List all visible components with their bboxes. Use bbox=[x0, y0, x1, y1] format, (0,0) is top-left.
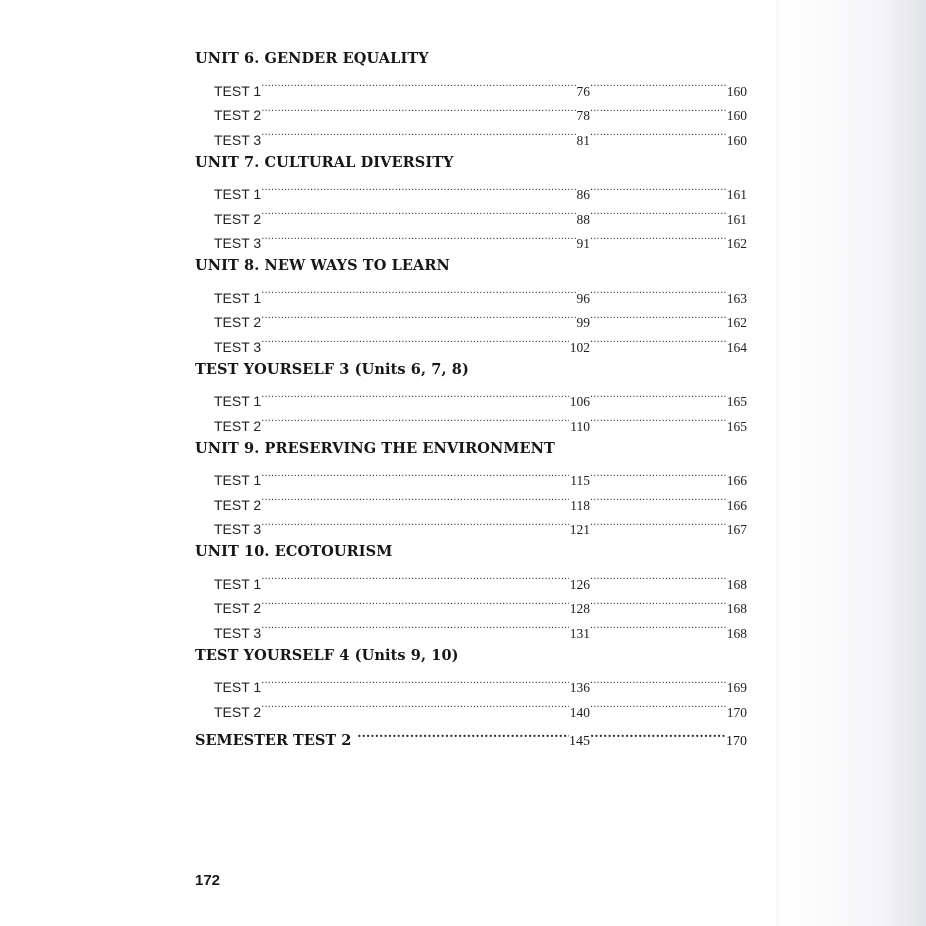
leader-dots bbox=[590, 120, 726, 145]
entry-page-2: 164 bbox=[726, 339, 747, 355]
entry-page-1: 81 bbox=[576, 132, 590, 148]
entry-page-2: 162 bbox=[726, 236, 747, 251]
toc-entry bbox=[195, 485, 747, 513]
entry-page-1: 128 bbox=[569, 601, 590, 616]
entry-label: TEST 3 bbox=[214, 624, 262, 641]
entry-label: TEST 2 bbox=[214, 496, 262, 513]
entry-label: TEST 2 bbox=[214, 210, 262, 227]
toc-entry bbox=[195, 382, 747, 407]
toc-entry bbox=[195, 510, 747, 535]
entry-label: TEST 1 bbox=[214, 472, 262, 488]
leader-dots bbox=[261, 613, 569, 638]
leader-dots bbox=[261, 668, 569, 693]
entry-page-2: 165 bbox=[726, 418, 747, 434]
entry-page-2: 160 bbox=[726, 108, 747, 123]
entry-label: TEST 2 bbox=[214, 417, 262, 434]
section-heading: UNIT 8. NEW WAYS TO LEARN bbox=[195, 257, 450, 274]
leader-dots bbox=[590, 382, 726, 407]
toc-entry bbox=[195, 406, 747, 434]
entry-label: TEST 2 bbox=[214, 314, 262, 330]
toc-entry bbox=[195, 461, 747, 486]
entry-page-1: 99 bbox=[576, 315, 590, 330]
leader-dots bbox=[261, 485, 569, 510]
entry-page-2: 160 bbox=[726, 83, 747, 99]
leader-dots bbox=[590, 327, 726, 352]
entry-page-1: 106 bbox=[569, 394, 590, 409]
toc-entry bbox=[195, 692, 747, 720]
entry-label: TEST 2 bbox=[214, 600, 262, 616]
toc-entry bbox=[195, 564, 747, 592]
section-heading: UNIT 6. GENDER EQUALITY bbox=[195, 50, 429, 67]
entry-label: TEST 3 bbox=[214, 338, 262, 355]
toc-entry bbox=[195, 71, 747, 99]
toc-entry bbox=[195, 613, 747, 641]
leader-dots bbox=[261, 71, 575, 96]
leader-dots bbox=[590, 721, 726, 746]
entry-page-1: 78 bbox=[576, 108, 590, 123]
leader-dots bbox=[261, 175, 575, 200]
toc-section bbox=[195, 352, 747, 434]
entry-label: TEST 3 bbox=[214, 131, 262, 148]
leader-dots bbox=[261, 327, 569, 352]
entry-label: TEST 1 bbox=[214, 186, 262, 202]
toc-section bbox=[195, 534, 747, 641]
leader-dots bbox=[261, 589, 569, 614]
entry-page-1: 118 bbox=[570, 497, 590, 513]
toc-entry bbox=[195, 589, 747, 614]
toc-section bbox=[195, 145, 747, 249]
toc-section bbox=[195, 248, 747, 355]
leader-dots bbox=[261, 510, 569, 535]
toc-entry bbox=[195, 96, 747, 121]
leader-dots bbox=[590, 71, 726, 96]
leader-dots bbox=[261, 564, 569, 589]
entry-page-2: 168 bbox=[726, 576, 747, 592]
entry-label: TEST 2 bbox=[214, 703, 262, 720]
toc-entry bbox=[195, 278, 747, 306]
leader-dots bbox=[261, 96, 575, 121]
leader-dots bbox=[261, 303, 575, 328]
entry-page-1: 140 bbox=[569, 704, 590, 720]
entry-page-2: 168 bbox=[726, 625, 747, 641]
entry-label: TEST 2 bbox=[214, 107, 262, 123]
leader-dots bbox=[261, 120, 575, 145]
leader-dots bbox=[590, 564, 726, 589]
entry-label: TEST 1 bbox=[214, 289, 262, 306]
entry-label: TEST 1 bbox=[214, 575, 262, 592]
toc-section bbox=[195, 46, 747, 148]
section-heading: UNIT 7. CULTURAL DIVERSITY bbox=[195, 153, 454, 171]
entry-page-2: 166 bbox=[726, 473, 747, 488]
entry-page-1: 96 bbox=[576, 290, 590, 306]
toc-entry bbox=[195, 175, 747, 200]
entry-page-2: 166 bbox=[726, 497, 747, 513]
entry-page-1: 121 bbox=[569, 522, 590, 537]
toc-entry bbox=[195, 224, 747, 249]
leader-dots bbox=[261, 382, 569, 407]
leader-dots bbox=[590, 613, 726, 638]
leader-dots bbox=[590, 224, 726, 249]
entry-page-2: 170 bbox=[726, 704, 747, 720]
entry-label: TEST 1 bbox=[214, 393, 262, 409]
entry-page-2: 163 bbox=[726, 290, 747, 306]
entry-page-2: 161 bbox=[726, 187, 747, 202]
leader-dots bbox=[590, 461, 726, 486]
leader-dots bbox=[590, 406, 726, 431]
entry-page-1: 102 bbox=[569, 339, 590, 355]
entry-label: TEST 3 bbox=[214, 521, 262, 537]
entry-page-1: 126 bbox=[569, 576, 590, 592]
entry-page-1: 88 bbox=[576, 211, 590, 227]
semester-page-2: 170 bbox=[726, 734, 747, 749]
leader-dots bbox=[261, 199, 575, 224]
entry-page-1: 86 bbox=[576, 187, 590, 202]
toc-entry bbox=[195, 120, 747, 148]
leader-dots bbox=[590, 589, 726, 614]
entry-page-2: 168 bbox=[726, 601, 747, 616]
table-of-contents bbox=[195, 46, 747, 747]
leader-dots bbox=[261, 461, 569, 486]
entry-label: TEST 1 bbox=[214, 82, 262, 99]
entry-page-2: 161 bbox=[726, 211, 747, 227]
entry-page-1: 136 bbox=[569, 680, 590, 695]
entry-page-2: 167 bbox=[726, 522, 747, 537]
entry-page-1: 76 bbox=[576, 83, 590, 99]
page-edge-shadow bbox=[776, 0, 778, 926]
leader-dots bbox=[590, 303, 726, 328]
toc-entry bbox=[195, 327, 747, 355]
toc-section bbox=[195, 431, 747, 535]
leader-dots bbox=[357, 721, 569, 746]
leader-dots bbox=[590, 692, 726, 717]
leader-dots bbox=[590, 199, 726, 224]
entry-page-1: 131 bbox=[569, 625, 590, 641]
entry-page-2: 160 bbox=[726, 132, 747, 148]
entry-page-1: 91 bbox=[576, 236, 590, 251]
toc-entry bbox=[195, 303, 747, 328]
leader-dots bbox=[590, 278, 726, 303]
toc-semester-row bbox=[195, 721, 747, 747]
section-heading: UNIT 9. PRESERVING THE ENVIRONMENT bbox=[195, 439, 555, 457]
semester-page-1: 145 bbox=[569, 734, 590, 749]
entry-page-1: 110 bbox=[570, 418, 590, 434]
leader-dots bbox=[590, 96, 726, 121]
section-heading: TEST YOURSELF 3 (Units 6, 7, 8) bbox=[195, 360, 469, 378]
leader-dots bbox=[261, 224, 575, 249]
leader-dots bbox=[590, 510, 726, 535]
entry-page-1: 115 bbox=[570, 473, 590, 488]
toc-section bbox=[195, 638, 747, 720]
page-gutter-shadow bbox=[776, 0, 926, 926]
leader-dots bbox=[590, 175, 726, 200]
leader-dots bbox=[590, 668, 726, 693]
semester-label: SEMESTER TEST 2 bbox=[195, 732, 352, 749]
toc-entry bbox=[195, 668, 747, 693]
page-number: 172 bbox=[195, 872, 221, 889]
entry-label: TEST 1 bbox=[214, 679, 262, 695]
entry-page-2: 162 bbox=[726, 315, 747, 330]
entry-page-2: 169 bbox=[726, 680, 747, 695]
toc-entry bbox=[195, 199, 747, 227]
section-heading: TEST YOURSELF 4 (Units 9, 10) bbox=[195, 646, 459, 664]
entry-page-2: 165 bbox=[726, 394, 747, 409]
section-heading: UNIT 10. ECOTOURISM bbox=[195, 543, 393, 560]
toc-sections bbox=[195, 46, 747, 720]
leader-dots bbox=[261, 406, 569, 431]
leader-dots bbox=[261, 278, 575, 303]
leader-dots bbox=[261, 692, 569, 717]
entry-label: TEST 3 bbox=[214, 235, 262, 251]
leader-dots bbox=[590, 485, 726, 510]
